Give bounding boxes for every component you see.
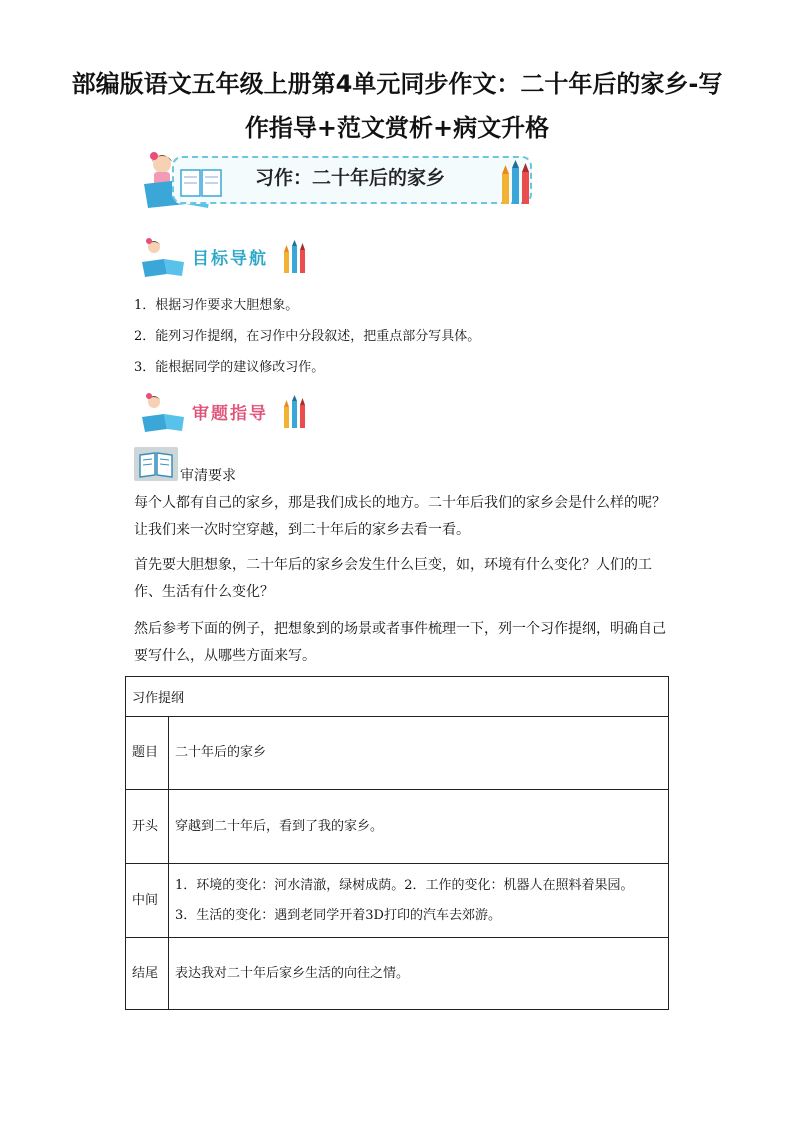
banner-title: 习作：二十年后的家乡 [254, 167, 445, 189]
topic-banner [140, 150, 540, 210]
section-header-goals [140, 236, 320, 280]
table-header: 习作提纲 [126, 677, 669, 717]
paragraph: 然后参考下面的例子，把想象到的场景或者事件梳理一下，列一个习作提纲，明确自己要写什么，从哪些方面来写。 [134, 621, 666, 664]
table-row [126, 717, 669, 790]
row-label: 题目 [126, 717, 169, 790]
page-title: 部编版语文五年级上册第4单元同步作文：二十年后的家乡-写作指导+范文赏析+病文升格 [71, 70, 723, 142]
girl-reading-icon [140, 393, 188, 433]
table-header-row [126, 677, 669, 717]
pencils-icon [282, 240, 308, 274]
outline-table [125, 676, 669, 1010]
row-content: 二十年后的家乡 [169, 717, 669, 790]
section-header-guide [140, 391, 320, 435]
paragraph: 每个人都有自己的家乡，那是我们成长的地方。二十年后我们的家乡会是什么样的呢？让我们来一次时空穿越，到二十年后的家乡去看一看。 [134, 495, 666, 538]
goal-item: 3．能根据同学的建议修改习作。 [134, 360, 325, 375]
pencils-icon [498, 160, 538, 206]
requirements-label: 审清要求 [180, 468, 236, 484]
goal-item: 2．能列习作提纲，在习作中分段叙述，把重点部分写具体。 [134, 329, 481, 344]
table-row [126, 938, 669, 1010]
girl-reading-icon [140, 238, 188, 278]
section-title: 目标导航 [192, 249, 268, 269]
pencils-icon [282, 395, 308, 429]
table-row [126, 790, 669, 864]
row-label: 中间 [126, 864, 169, 938]
open-book-icon [134, 447, 178, 481]
row-content-line: 1．环境的变化：河水清澈，绿树成荫。2．工作的变化：机器人在照料着果园。 [175, 877, 634, 893]
row-content-line: 3．生活的变化：遇到老同学开着3D打印的汽车去郊游。 [175, 907, 501, 923]
goal-item: 1．根据习作要求大胆想象。 [134, 298, 299, 313]
table-row [126, 864, 669, 938]
paragraph: 首先要大胆想象，二十年后的家乡会发生什么巨变，如，环境有什么变化？人们的工作、生活有什么变化？ [134, 557, 652, 600]
row-content [169, 864, 669, 938]
section-title: 审题指导 [192, 404, 268, 424]
row-label: 开头 [126, 790, 169, 864]
row-content: 穿越到二十年后，看到了我的家乡。 [169, 790, 669, 864]
row-label: 结尾 [126, 938, 169, 1010]
row-content: 表达我对二十年后家乡生活的向往之情。 [169, 938, 669, 1010]
